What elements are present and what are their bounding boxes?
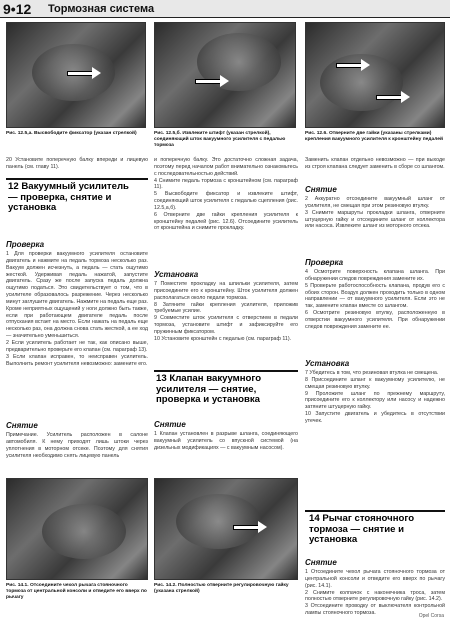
figure-12-5b-photo (154, 22, 296, 128)
col2-removal2-text: 1 Клапан установлен в разрыве шланга, соединяющего вакуумный усилитель со впускной системой (на дизельных модификациях — с вакуумным насосом). (154, 431, 298, 451)
figure-12-5a-photo (6, 22, 146, 128)
col2-sub-install: Установка (154, 270, 199, 279)
figure-12-5b-caption: Рис. 12.5,б. Извлеките штифт (указан стрелкой), соединяющий шток вакуумного усилителя с педалью тормоза (154, 131, 286, 148)
figure-12-6-caption: Рис. 12.6. Отверните две гайки (указаны стрелками) крепления вакуумного усилителя к кронштейну педалей (305, 131, 443, 142)
figure-14-2-caption: Рис. 14.2. Полностью отверните регулировочную гайку (указана стрелкой) (154, 583, 289, 594)
page-number: 9•12 (3, 1, 32, 17)
col3-sub-install: Установка (305, 359, 350, 368)
page-header (0, 0, 450, 18)
col2-removal-text: и поперечную балку. Это достаточно сложная задача, поэтому перед началом работ внимательно ознакомьтесь с последовательностью действий. 4 Снимите педаль тормоза с кронштейном (см. параграф 11). 5 Высвободите фиксатор и извлеките штифт, соединяющий шток усилителя с педалью сцепления (рис. 12.5,а,б). 6 Отверните две гайки крепления усилителя к кронштейну педалей (рис. 12.6). Отсоедините усилитель от кронштейна и снимите прокладку. (154, 157, 298, 232)
figure-12-6-photo (305, 22, 445, 128)
section-13-rule (154, 370, 298, 372)
figure-14-1-photo (6, 478, 148, 580)
figure-14-2-photo (154, 478, 298, 580)
col3-install-text: 7 Убедитесь в том, что резиновая втулка не смещена. 8 Присоедините шланг к вакуумному усилителю, не смещая резиновую втулку. 9 Проложите шланг по прежнему маршруту, присоедините его к коллектору или насосу и надежно затяните штуцерную гайку. 10 Запустите двигатель и убедитесь в отсутствии утечек. (305, 370, 445, 424)
col3-sub-removal: Снятие (305, 185, 337, 194)
section-13-heading: 13 Клапан вакуумного усилителя — снятие, проверка и установка (156, 373, 262, 405)
section-14-heading: 14 Рычаг стояночного тормоза — снятие и установка (309, 513, 415, 545)
arrow-icon (195, 79, 221, 84)
arrow-icon (376, 95, 402, 100)
footer-brand: Opel Corsa (418, 613, 444, 619)
section-12-rule (6, 178, 148, 180)
col3-top-text: Заменить клапан отдельно невозможно — при выходе из строя клапана следует заменить в сборе со шлангом. (305, 157, 445, 170)
arrow-icon (67, 71, 93, 76)
col1-sub-removal: Снятие (6, 421, 38, 430)
col3-removal-text: 2 Аккуратно отсоедините вакуумный шланг от усилителя, не смещая при этом резиновую втулку. 3 Снимите маршруты прокладки шланга, отверните штуцерную гайку и отсоедините шланг от коллектора или насоса. Извлеките шланг из моторного отсека. (305, 196, 445, 230)
col3-check-text: 4 Осмотрите поверхность клапана шланга. При обнаружении следов повреждения замените их. 5 Проверьте работоспособность клапана, продув его с обоих сторон. Воздух должен проходить только в одном направлении — от вакуумного усилителя. Если это не так, замените клапан вместе со шлангом. 6 Осмотрите резиновую втулку, расположенную в отверстии вакуумного усилителя. При обнаружении следов повреждения замените ее. (305, 269, 445, 330)
col3-removal2-text: 1 Отсоедините чехол рычага стояночного тормоза от центральной консоли и отведите его вверх по рычагу (рис. 14.1). 2 Снимите колпачок с наконечника троса, затем полностью отверните регулировочную гайку (рис. 14.2). 3 Отсоедините проводку от выключателя контрольной лампы стояночного тормоза. (305, 569, 445, 617)
col3-sub-removal2: Снятие (305, 558, 337, 567)
col1-intro-text: 20 Установите поперечную балку впереди и лицевую панель (см. главу 11). (6, 157, 148, 170)
arrow-icon (233, 525, 259, 530)
section-title: Тормозная система (48, 3, 155, 15)
section-14-rule (305, 510, 445, 512)
col2-sub-removal: Снятие (154, 420, 186, 429)
arrow-icon (336, 63, 362, 68)
col1-check-text: 1 Для проверки вакуумного усилителя остановите двигатель и нажмите на педаль тормоза несколько раз. Вакуум должен исчезнуть, а педаль — стать ощутимо жесткой. Удерживая педаль нажатой, запустите двигатель. Сразу же после запуска педаль должна ощутимо податься. Это свидетельствует о том, что в усилителе образовалось разрежение. Через несколько минут заглушите двигатель. Нажмите на педаль еще раз. Кроме неприятных ощущений у ноги должно быть также, если при работающем двигателе педаль после отпускания встает на место. Если нажать на педаль еще несколько раз, она должна снова стать жесткой, а ее ход — значительно уменьшиться. 2 Если усилитель работает не так, как описано выше, предварительно проверьте его клапан (см. параграф 13). 3 Если клапан исправен, то неисправен усилитель. Выполнить ремонт усилителя невозможно: замените его. (6, 251, 148, 367)
col3-sub-check: Проверка (305, 258, 344, 267)
col1-sub-check: Проверка (6, 240, 45, 249)
figure-12-5a-caption: Рис. 12.5,а. Высвободите фиксатор (указан стрелкой) (6, 131, 137, 136)
figure-14-1-caption: Рис. 14.1. Отсоедините чехол рычага стояночного тормоза от центральной консоли и отведите его вверх по рычагу (6, 583, 147, 600)
section-12-heading: 12 Вакуумный усилитель — проверка, снятие и установка (8, 181, 129, 213)
col1-removal-text: Примечание. Усилитель расположен в салоне автомобиля. К нему приходят лишь штоки через уплотнения в моторном отсеке. Поэтому для снятия усилителя необходимо снять лицевую панель (6, 432, 148, 459)
col2-install-text: 7 Поместите прокладку на шпильки усилителя, затем присоедините его к кронштейну. Шток усилителя должен располагаться около педали тормоза. 8 Затяните гайки крепления усилителя, приложив требуемые усилие. 9 Совместите шток усилителя с отверстием в педали тормоза, установите штифт и зафиксируйте его пружинным фиксатором. 10 Установите кронштейн с педалью (см. параграф 11). (154, 281, 298, 342)
